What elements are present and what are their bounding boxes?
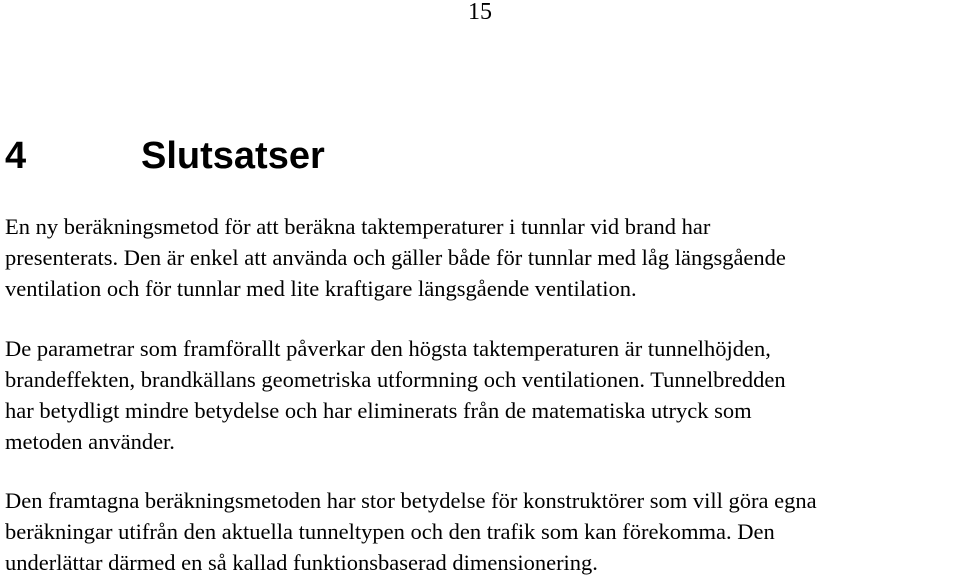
section-heading [5, 133, 325, 179]
paragraph-conclusion [5, 485, 817, 578]
paragraph-parameters [5, 333, 786, 457]
paragraph-line: beräkningar utifrån den aktuella tunneltypen och den trafik som kan förekomma. Den [5, 519, 775, 544]
paragraph-line: brandeffekten, brandkällans geometriska utformning och ventilationen. Tunnelbredden [5, 367, 786, 392]
paragraph-line: ventilation och för tunnlar med lite kraftigare längsgående ventilation. [5, 276, 637, 301]
section-title: Slutsatser [141, 135, 325, 177]
paragraph-intro [5, 211, 786, 304]
paragraph-line: En ny beräkningsmetod för att beräkna taktemperaturer i tunnlar vid brand har [5, 214, 711, 239]
section-number: 4 [5, 135, 27, 177]
paragraph-line: metoden använder. [5, 429, 175, 454]
paragraph-line: har betydligt mindre betydelse och har eliminerats från de matematiska utryck som [5, 398, 752, 423]
paragraph-line: presenterats. Den är enkel att använda och gäller både för tunnlar med låg längsgående [5, 245, 786, 270]
paragraph-line: underlättar därmed en så kallad funktionsbaserad dimensionering. [5, 550, 598, 575]
paragraph-line: Den framtagna beräkningsmetoden har stor betydelse för konstruktörer som vill göra egna [5, 488, 817, 513]
page-number: 15 [468, 0, 492, 25]
paragraph-line: De parametrar som framförallt påverkar den högsta taktemperaturen är tunnelhöjden, [5, 336, 771, 361]
